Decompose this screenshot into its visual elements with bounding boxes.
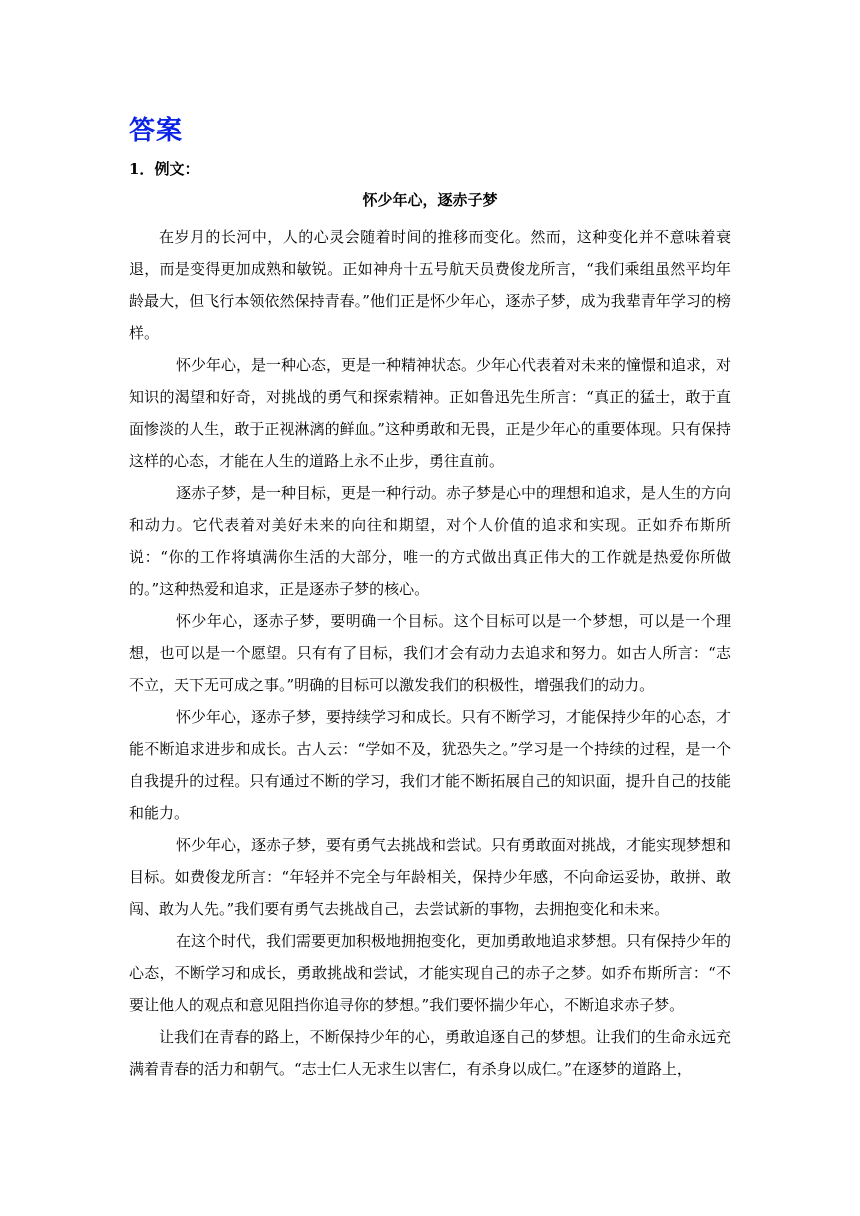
essay-title: 怀少年心，逐赤子梦	[362, 191, 498, 209]
question-label	[129, 158, 199, 179]
essay-body	[129, 221, 731, 1085]
essay-paragraph-2: 怀少年心，是一种心态，更是一种精神状态。少年心代表着对未来的憧憬和追求，对知识的渴望和好奇，对挑战的勇气和探索精神。正如鲁迅先生所言：“真正的猛士，敢于直面惨淡的人生，敢于正视淋漓的鲜血。”这种勇敢和无畏，正是少年心的重要体现。只有保持这样的心态，才能在人生的道路上永不止步，勇往直前。	[129, 356, 732, 470]
answer-heading: 答案	[129, 116, 184, 146]
essay-paragraph-4: 怀少年心，逐赤子梦，要明确一个目标。这个目标可以是一个梦想，可以是一个理想，也可以是一个愿望。只有有了目标，我们才会有动力去追求和努力。如古人所言：“志不立，天下无可成之事。”明确的目标可以激发我们的积极性，增强我们的动力。	[129, 612, 731, 694]
essay-paragraph-7: 在这个时代，我们需要更加积极地拥抱变化，更加勇敢地追求梦想。只有保持少年的心态，不断学习和成长，勇敢挑战和尝试，才能实现自己的赤子之梦。如乔布斯所言：“不要让他人的观点和意见阻挡你追寻你的梦想。”我们要怀揣少年心，不断追求赤子梦。	[129, 932, 732, 1014]
essay-paragraph-6: 怀少年心，逐赤子梦，要有勇气去挑战和尝试。只有勇敢面对挑战，才能实现梦想和目标。如费俊龙所言：“年轻并不完全与年龄相关，保持少年感，不向命运妥协，敢拼、敢闯、敢为人先。”我们要有勇气去挑战自己，去尝试新的事物，去拥抱变化和未来。	[129, 836, 732, 918]
essay-paragraph-5: 怀少年心，逐赤子梦，要持续学习和成长。只有不断学习，才能保持少年的心态，才能不断追求进步和成长。古人云：“学如不及，犹恐失之。”学习是一个持续的过程，是一个自我提升的过程。只有通过不断的学习，我们才能不断拓展自己的知识面，提升自己的技能和能力。	[129, 708, 732, 822]
question-example-label: 例文：	[154, 160, 200, 178]
essay-paragraph-3: 逐赤子梦，是一种目标，更是一种行动。赤子梦是心中的理想和追求，是人生的方向和动力。它代表着对美好未来的向往和期望，对个人价值的追求和实现。正如乔布斯所说：“你的工作将填满你生活的大部分，唯一的方式做出真正伟大的工作就是热爱你所做的。”这种热爱和追求，正是逐赤子梦的核心。	[129, 484, 732, 598]
question-number: 1．	[129, 160, 155, 178]
essay-paragraph-1: 在岁月的长河中，人的心灵会随着时间的推移而变化。然而，这种变化并不意味着衰退，而是变得更加成熟和敏锐。正如神舟十五号航天员费俊龙所言，“我们乘组虽然平均年龄最大，但飞行本领依然保持青春。”他们正是怀少年心，逐赤子梦，成为我辈青年学习的榜样。	[129, 228, 731, 342]
essay-paragraph-8: 让我们在青春的路上，不断保持少年的心，勇敢追逐自己的梦想。让我们的生命永远充满着青春的活力和朝气。“志士仁人无求生以害仁，有杀身以成仁。”在逐梦的道路上，	[129, 1028, 731, 1078]
